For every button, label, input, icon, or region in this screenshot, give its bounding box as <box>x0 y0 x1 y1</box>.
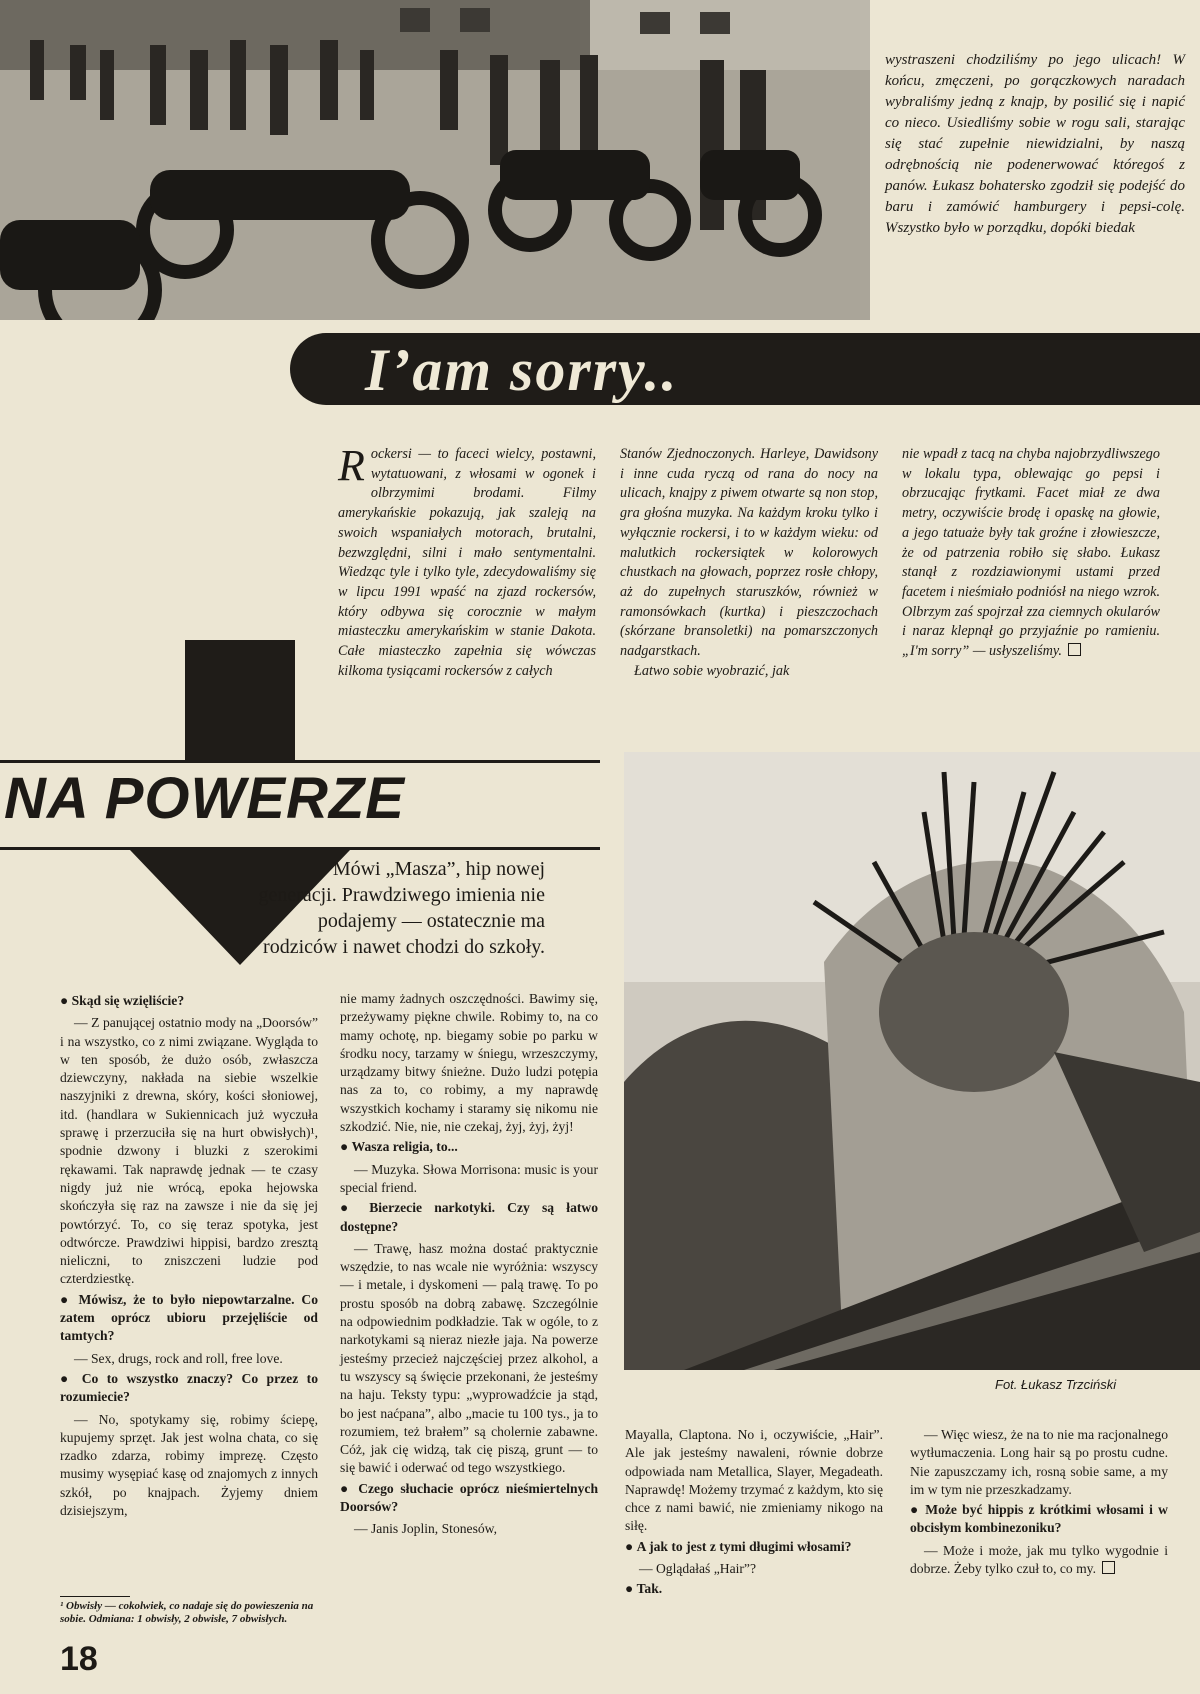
sorry-column-1: R ockersi — to faceci wielcy, postawni, wytatuowani, z włosami w ogonek i olbrzymimi brodami. Filmy amerykańskie pokazują, jak szaleją na swoich wspaniałych motorach, brutalni, bezwzględni, silni i mało sentymentalni. Wiedząc tyle i tylko tyle, zdecydowaliśmy się w lipcu 1991 wpaść na zjazd rockersów, który odbywa się corocznie w małym miasteczku amerykańskim w stanie Dakota. Całe miasteczko zapełnia się wówczas kilkoma tysiącami rockersów z całych <box>338 441 596 679</box>
question: ● Tak. <box>625 1580 883 1598</box>
interview-column-3: Mayalla, Claptona. No i, oczywiście, „Hair”. Ale jak jesteśmy nawaleni, równie dobrze odpowiada nam Metallica, Slayer, Megadeath. Naprawdę! Możemy trzymać z każdym, kto się chce z nami bawić, nie zmieniamy nikogo na siłę. ● A jak to jest z tymi długimi włosami? — Oglądałaś „Hair”? ● Tak. <box>625 1426 883 1603</box>
interview-column-2: nie mamy żadnych oszczędności. Bawimy się, przeżywamy piękne chwile. Robimy to, na co mamy ochotę, np. biegamy sobie po parku w środku nocy, tarzamy w śniegu, wrzeszczymy, urządzamy bitwy śnieżne. Dużo ludzi potępia nas za to, co robimy, a my naprawdę wszystkich kochamy i staramy się nikomu nie szkodzić. Nie, nie, nie czekaj, żyj, żyj, żyj! ● Wasza religia, to... — Muzyka. Słowa Morrisona: music is your special friend. ● Bierzecie narkotyki. Czy są łatwo dostępne? — Trawę, hasz można dostać praktycznie wszędzie, to nas wcale nie wyróżnia: wszyscy — i metale, i dyskomeni — palą trawę. To po prostu sposób na dobrą zabawę. Szczególnie na odpowiednim podkładzie. Tak w ogóle, to z narkotykami są nieraz niezłe jaja. Na powerze jesteśmy przecież najczęściej przez alkohol, a tu wszyscy są święcie przekonani, że jesteśmy na haju. Teksty typu: „wyprowadźcie ja stąd, bo jest naćpana”, albo „macie tu 100 tys., ja to rozumiem, też brałem” są cholernie zabawne. Cóż, jak cię widzą, tak cię piszą, grunt — to się bawić i oderwać od tego wszystkiego. ● Czego słuchacie oprócz nieśmiertelnych Doorsów? — Janis Joplin, Stonesów, <box>340 990 598 1539</box>
page-number: 18 <box>60 1640 98 1678</box>
end-mark-icon <box>1102 1561 1115 1574</box>
question: ● Co to wszystko znaczy? Co przez to rozumiecie? <box>60 1370 318 1407</box>
question: ● Wasza religia, to... <box>340 1138 598 1156</box>
footnote-rule <box>60 1596 130 1597</box>
interview-column-1: ● Skąd się wzięliście? — Z panującej ostatnio mody na „Doorsów” i na wszystko, co z nimi związane. Wygląda to w ten sposób, że dużo osób, zwłaszcza dziewczyny, nakłada na siebie wszelkie naszyjniki z drewna, skóry, kości słoniowej, itd. (handlara w Sukiennicach już wyczuła sprawę i przerzuciła się na hurt obwisłych)¹, spodnie dzwony i bluzki z szerokimi rękawami. Tak naprawdę jednak — te czasy nigdy już nie wrócą, epoka hejowska skończyła się raz na zawsze i nie da się jej powtórzyć. To, co się teraz spotyka, jest odtwórcze. Prawdziwi hippisi, bardzo zresztą nieliczni, to zniszczeni ludzie pod czterdziestkę. ● Mówisz, że to było niepowtarzalne. Co zatem oprócz ubioru przejęliście od tamtych? — Sex, drugs, rock and roll, free love. ● Co to wszystko znaczy? Co przez to rozumiecie? — No, spotykamy się, robimy ściepę, kupujemy sprzęt. Jak jest wolna chata, co się rzadko zdarza, robimy imprezę. Często musimy wysępiać kasę od znajomych z innych szkół, po knajpach. Żyjemy dniem dzisiejszym, <box>60 990 318 1520</box>
sorry-title: I’am sorry.. <box>365 337 679 403</box>
photo-caption: Fot. Łukasz Trzciński <box>995 1377 1117 1392</box>
end-mark-icon <box>1068 643 1081 656</box>
na-powerze-lead: Mówi „Masza”, hip nowej generacji. Prawdziwego imienia nie podajemy — ostatecznie ma rodziców i nawet chodzi do szkoły. <box>258 858 545 958</box>
sorry-column-3: nie wpadł z tacą na chyba najobrzydliwszego w lokalu typa, oblewając go pepsi i obrzucając frytkami. Facet miał ze dwa metry, oczywiście brodę i opaskę na głowie, a jego tatuaże były tak groźne i złowieszcze, że od patrzenia robiło się słabo. Łukasz stanął z rozdziawionymi ustami przed facetem i nieśmiało podniósł na niego wzrok. Olbrzym zaś spojrzał zza ciemnych okularów i naraz klepnął go przyjaźnie po ramieniu. „I'm sorry” — usłyszeliśmy. <box>902 446 1160 660</box>
question: ● Bierzecie narkotyki. Czy są łatwo dostępne? <box>340 1199 598 1236</box>
footnote: ¹ Obwisły — cokolwiek, co nadaje się do powieszenia na sobie. Odmiana: 1 obwisły, 2 obwisłe, 7 obwisłych. <box>60 1600 314 1625</box>
question: ● A jak to jest z tymi długimi włosami? <box>625 1538 883 1556</box>
sorry-top-right-text: wystraszeni chodziliśmy po jego ulicach! W końcu, zmęczeni, po gorączkowych naradach wybraliśmy jedną z knajp, by posilić się i napić co nieco. Usiedliśmy sobie w rogu sali, starając się stać zupełnie niewidzialni, by naszą odrębnością nie podenerwować któregoś z panów. Łukasz bohatersko zgodził się podejść do baru i zamówić hamburgery i pepsi-colę. Wszystko było w porządku, dopóki biedak <box>885 52 1185 236</box>
interview-column-4: — Więc wiesz, że na to nie ma racjonalnego wytłumaczenia. Long hair są po prostu cudne. Nie zapuszczamy ich, rosną sobie same, a my im w tym nie przeszkadzamy. ● Może być hippis z krótkimi włosami i w obcisłym kombinezoniku? — Może i może, jak mu tylko wygodnie i dobrze. Żeby tylko czuł to, co my. <box>910 1426 1168 1578</box>
question: ● Mówisz, że to było niepowtarzalne. Co zatem oprócz ubioru przejęliście od tamtych? <box>60 1291 318 1346</box>
question: ● Czego słuchacie oprócz nieśmiertelnych Doorsów? <box>340 1480 598 1517</box>
na-powerze-title: NA POWERZE <box>4 766 405 831</box>
question: ● Może być hippis z krótkimi włosami i w obcisłym kombinezoniku? <box>910 1501 1168 1538</box>
drop-cap: R <box>338 441 365 490</box>
sorry-column-2: Stanów Zjednoczonych. Harleye, Dawidsony i inne cuda ryczą od rana do nocy na ulicach, knajpy z piwem otwarte są non stop, gra głośna muzyka. Na każdym kroku tylko i wyłącznie rockersi, i to w każdym wieku: od malutkich rockersiątek w kolorowych chustkach na głowach, poprzez rosłe chłopy, aż do zupełnych staruszków, również w ramonsówkach (kurtka) i pieszczochach (skórzane bransoletki) na pomarszczonych nadgarstkach. Łatwo sobie wyobrazić, jak <box>620 446 878 679</box>
motorcycle-rally-photo <box>0 0 870 320</box>
question: ● Skąd się wzięliście? <box>60 992 318 1010</box>
mohawk-punk-photo <box>624 752 1200 1370</box>
